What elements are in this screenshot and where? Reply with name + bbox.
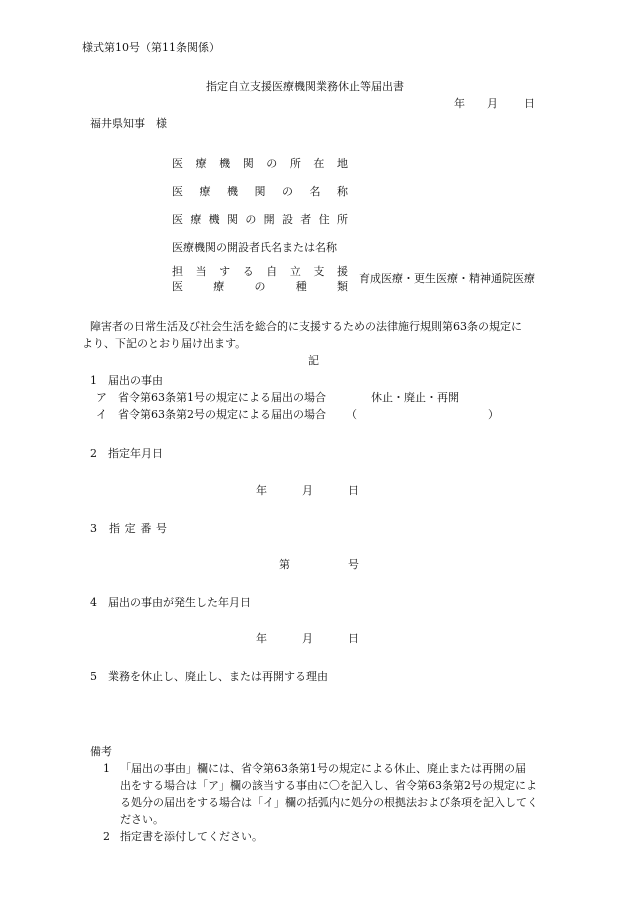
ki-mark: 記 — [308, 354, 319, 367]
label-char: 類 — [337, 280, 348, 293]
intro-line-1: 障害者の日常生活及び社会生活を総合的に支援するための法律施行規則第63条の規定に — [90, 320, 522, 333]
label-char: 者 — [300, 213, 312, 226]
field-label-medical-type-line2 — [172, 280, 348, 294]
label-char: 療 — [199, 185, 211, 198]
section-2-heading: 2 指定年月日 — [90, 447, 163, 460]
section-3-go: 号 — [348, 558, 359, 571]
label-char: の — [245, 213, 257, 226]
label-char: る — [242, 265, 254, 278]
section-4-month: 月 — [302, 632, 313, 645]
label-char: 医 — [172, 213, 183, 226]
label-char: 医 — [172, 185, 183, 198]
section-3-heading — [109, 522, 167, 536]
label-char: 設 — [281, 213, 293, 226]
label-char: 機 — [219, 157, 231, 170]
label-char: 療 — [195, 157, 207, 170]
label-char: 医 — [172, 280, 183, 293]
label-char: 称 — [337, 185, 348, 198]
note-1-number: 1 — [103, 762, 110, 775]
label-char: 関 — [226, 213, 238, 226]
label-char: 支 — [313, 265, 325, 278]
label-char: 在 — [313, 157, 325, 170]
note-1-line-2: 出をする場合は「ア」欄の該当する事由に〇を記入し、省令第63条第2号の規定によ — [120, 779, 537, 792]
section-1-a-label: ア 省令第63条第1号の規定による届出の場合 — [96, 391, 326, 404]
notes-heading: 備考 — [90, 745, 112, 758]
field-label-medical-type-line1 — [172, 265, 348, 279]
label-char: 機 — [227, 185, 238, 198]
label-char: 所 — [289, 157, 301, 170]
label-char: 定 — [124, 522, 136, 535]
label-char: 所 — [336, 213, 348, 226]
note-2-text: 指定書を添付してください。 — [120, 830, 263, 843]
label-char: 番 — [140, 522, 152, 535]
label-char: 地 — [336, 157, 348, 170]
section-3-number: 3 — [90, 522, 97, 535]
section-2-year: 年 — [256, 484, 267, 497]
note-1-line-1: 「届出の事由」欄には、省令第63条第1号の規定による休止、廃止または再開の届 — [120, 762, 526, 775]
document-title: 指定自立支援医療機関業務休止等届出書 — [206, 80, 404, 93]
note-2-number: 2 — [103, 830, 110, 843]
label-char: 医 — [172, 157, 183, 170]
field-label-location — [172, 157, 348, 171]
label-char: 機 — [208, 213, 220, 226]
medical-type-value: 育成医療・更生医療・精神通院医療 — [359, 272, 535, 285]
label-char: 号 — [155, 522, 167, 535]
label-char: 開 — [263, 213, 275, 226]
label-char: の — [266, 157, 278, 170]
label-char: の — [282, 185, 293, 198]
label-char: 自 — [266, 265, 278, 278]
section-4-day: 日 — [348, 632, 359, 645]
label-char: 関 — [254, 185, 266, 198]
section-1-a-value: 休止・廃止・再開 — [371, 391, 459, 404]
section-2-day: 日 — [348, 484, 359, 497]
section-1-i-label: イ 省令第63条第2号の規定による届出の場合 — [96, 408, 326, 421]
date-day: 日 — [524, 97, 535, 110]
field-label-name — [172, 185, 348, 199]
field-label-founder-address — [172, 213, 348, 227]
label-char: 療 — [190, 213, 202, 226]
section-1-i-open-paren: （ — [346, 408, 357, 421]
label-char: 立 — [289, 265, 301, 278]
date-year: 年 — [454, 97, 465, 110]
section-4-heading: 4 届出の事由が発生した年月日 — [90, 596, 251, 609]
note-1-line-4: ださい。 — [120, 813, 164, 826]
form-number: 様式第10号（第11条関係） — [82, 41, 220, 54]
section-5-heading: 5 業務を休止し、廃止し、または再開する理由 — [90, 670, 328, 683]
field-label-founder-name: 医療機関の開設者氏名または名称 — [172, 241, 337, 254]
label-char: 担 — [172, 265, 183, 278]
label-char: 関 — [242, 157, 254, 170]
intro-line-2: より、下記のとおり届け出ます。 — [82, 337, 247, 350]
note-1-line-3: る処分の届出をする場合は「イ」欄の括弧内に処分の根拠法および条項を記入してく — [120, 796, 538, 809]
section-4-year: 年 — [256, 632, 267, 645]
addressee: 福井県知事 様 — [90, 117, 167, 130]
label-char: の — [254, 280, 266, 293]
label-char: 療 — [213, 280, 225, 293]
section-3-dai: 第 — [279, 558, 290, 571]
label-char: 名 — [309, 185, 321, 198]
label-char: 住 — [318, 213, 330, 226]
label-char: す — [219, 265, 231, 278]
label-char: 当 — [195, 265, 207, 278]
section-2-month: 月 — [302, 484, 313, 497]
section-1-heading: 1 届出の事由 — [90, 374, 163, 387]
label-char: 種 — [295, 280, 307, 293]
section-1-i-close-paren: ） — [488, 408, 499, 421]
date-month: 月 — [487, 97, 498, 110]
label-char: 指 — [109, 522, 120, 535]
label-char: 援 — [336, 265, 348, 278]
